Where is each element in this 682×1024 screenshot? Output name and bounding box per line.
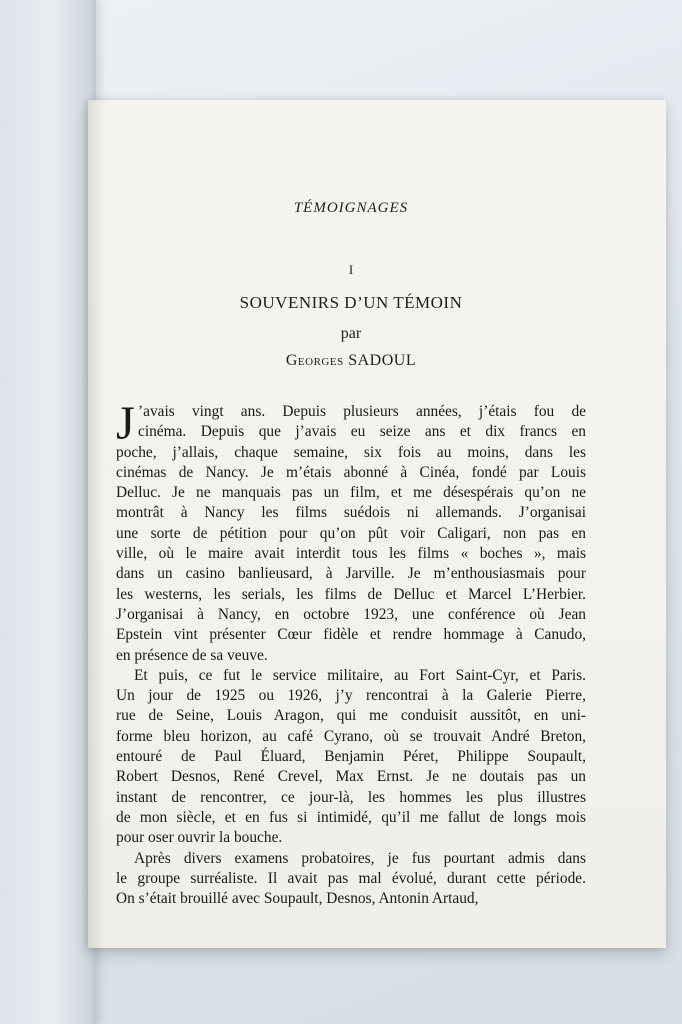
text-line: une sorte de pétition pour qu’on pût voir Caligari, non pas en	[116, 524, 586, 542]
text-line: forme bleu horizon, au café Cyrano, où se trouvait André Breton,	[116, 727, 586, 745]
text-line: Et puis, ce fut le service militaire, au Fort Saint-Cyr, et Paris.	[134, 666, 586, 684]
text-line: le groupe surréaliste. Il avait pas mal évolué, durant cette période.	[116, 869, 586, 887]
text-line: les westerns, les serials, les films de Delluc et Marcel L’Herbier.	[116, 585, 586, 603]
text-line: instant de rencontrer, ce jour-là, les hommes les plus illustres	[116, 788, 586, 806]
text-line: ville, où le maire avait interdit tous les films « boches », mais	[116, 545, 586, 563]
text-line: de mon siècle, et en fus si intimidé, qu’il me fallut de longs mois	[116, 808, 586, 826]
left-facing-page	[0, 0, 96, 1024]
running-head: TÉMOIGNAGES	[293, 200, 409, 216]
chapter-byline: par	[340, 325, 362, 342]
text-line: On s’était brouillé avec Soupault, Desnos, Antonin Artaud,	[116, 890, 479, 908]
text-line: cinémas de Nancy. Je m’étais abonné à Cinéa, fondé par Louis	[116, 463, 586, 481]
page-spine-shadow	[88, 100, 106, 948]
paragraph-2	[116, 666, 586, 849]
text-line: entouré de Paul Éluard, Benjamin Péret, Philippe Soupault,	[116, 748, 586, 766]
text-line: poche, j’allais, chaque semaine, six fois au moins, dans les	[116, 443, 586, 461]
drop-cap: J	[116, 397, 135, 450]
text-line: rue de Seine, Louis Aragon, qui me conduisit aussitôt, en uni-	[116, 707, 586, 725]
book-page	[88, 100, 666, 948]
chapter-title: SOUVENIRS D’UN TÉMOIN	[239, 293, 463, 312]
text-line: ’avais vingt ans. Depuis plusieurs années, j’étais fou de	[138, 403, 586, 420]
paragraph-3	[116, 849, 586, 910]
text-line: cinéma. Depuis que j’avais eu seize ans et dix francs en	[138, 423, 586, 441]
text-line: montrât à Nancy les films suédois ni allemands. J’organisai	[116, 504, 586, 522]
paragraph-1	[116, 397, 586, 666]
chapter-number: I	[348, 262, 354, 277]
text-line: Après divers examens probatoires, je fus pourtant admis dans	[134, 849, 586, 867]
chapter-author	[116, 352, 586, 370]
text-line: pour oser ouvrir la bouche.	[116, 829, 283, 847]
text-line: en présence de sa veuve.	[116, 646, 268, 664]
author-name: Georges SADOUL	[285, 352, 417, 369]
text-line: dans un casino banlieusard, à Jarville. Je m’enthousiasmais pour	[116, 565, 586, 583]
body-text	[116, 397, 586, 909]
text-line: Epstein vint présenter Cœur fidèle et rendre hommage à Canudo,	[116, 626, 586, 644]
text-line: Robert Desnos, René Crevel, Max Ernst. Je ne doutais pas un	[116, 768, 586, 786]
text-line: J’organisai à Nancy, en octobre 1923, une conférence où Jean	[116, 605, 586, 623]
text-line: Un jour de 1925 ou 1926, j’y rencontrai à la Galerie Pierre,	[116, 687, 586, 705]
text-line: Delluc. Je ne manquais pas un film, et me désespérais qu’on ne	[116, 484, 586, 502]
